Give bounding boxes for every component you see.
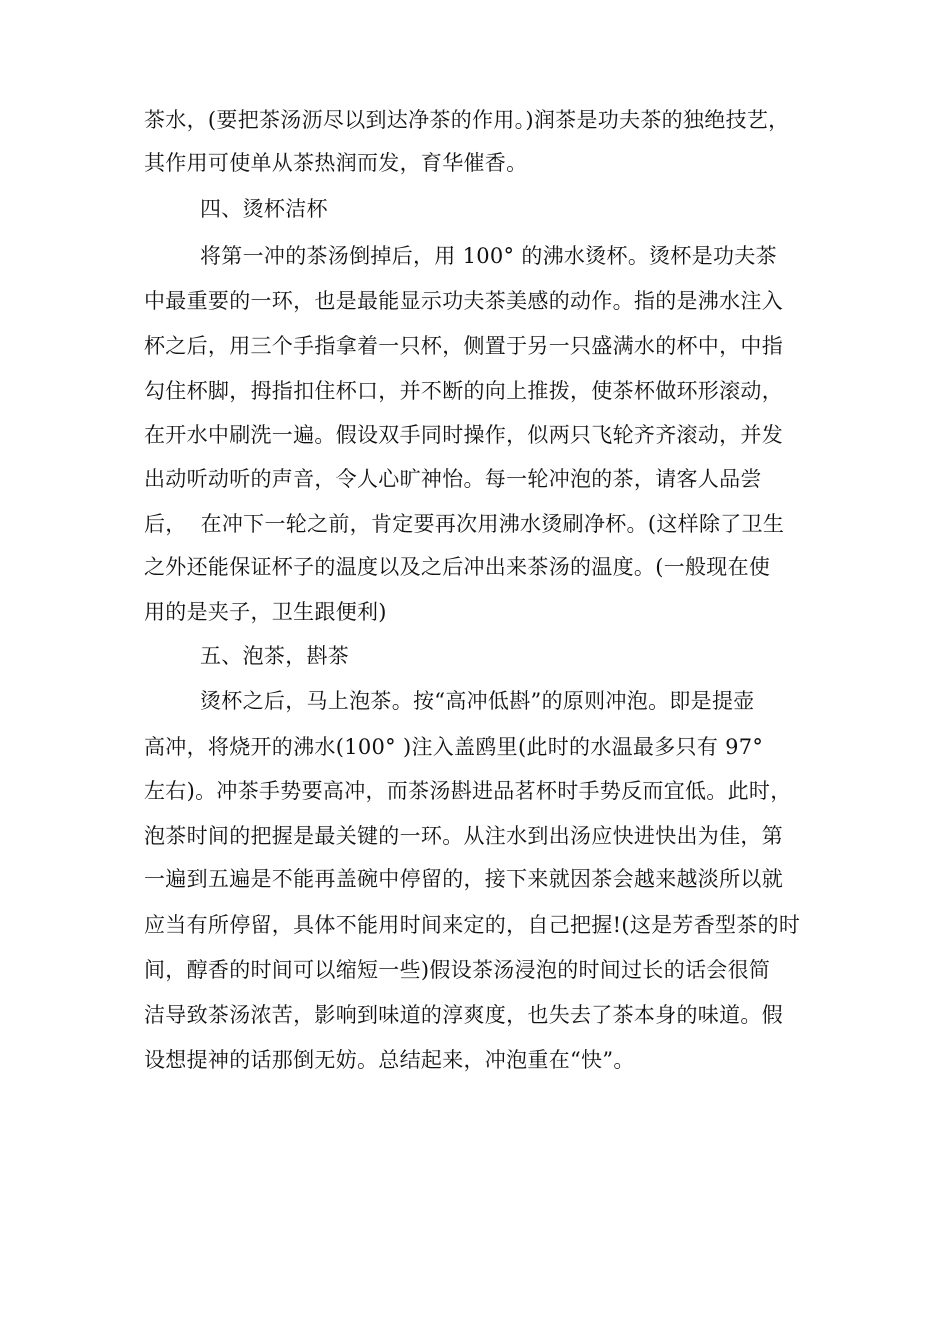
text-line: 一遍到五遍是不能再盖碗中停留的，接下来就因茶会越来越淡所以就 xyxy=(144,867,783,891)
text-line: 后， 在冲下一轮之前，肯定要再次用沸水烫刷净杯。(这样除了卫生 xyxy=(144,512,785,536)
text-line: 中最重要的一环，也是最能显示功夫茶美感的动作。指的是沸水注入 xyxy=(144,289,783,313)
text-line: 设想提神的话那倒无妨。总结起来，冲泡重在“快”。 xyxy=(144,1048,635,1072)
text-line: 左右)。冲茶手势要高冲，而茶汤斟进品茗杯时手势反而宜低。此时， xyxy=(144,779,792,803)
text-line: 间，醇香的时间可以缩短一些)假设茶汤浸泡的时间过长的话会很简 xyxy=(144,958,771,982)
text-line: 洁导致茶汤浓苦，影响到味道的淳爽度，也失去了茶本身的味道。假 xyxy=(144,1003,783,1027)
text-line: 将第一冲的茶汤倒掉后，用 100° 的沸水烫杯。烫杯是功夫茶 xyxy=(200,244,777,268)
text-line: 勾住杯脚，拇指扣住杯口，并不断的向上推拨，使茶杯做环形滚动， xyxy=(144,379,783,403)
text-line: 应当有所停留，具体不能用时间来定的，自己把握!(这是芳香型茶的时 xyxy=(144,913,801,937)
section-heading: 五、泡茶，斟茶 xyxy=(200,644,350,668)
text-line: 茶水，(要把茶汤沥尽以到达净茶的作用。)润茶是功夫茶的独绝技艺， xyxy=(144,108,790,132)
section-heading: 四、烫杯洁杯 xyxy=(200,197,328,221)
text-line: 用的是夹子，卫生跟便利) xyxy=(144,600,387,624)
text-line: 烫杯之后，马上泡茶。按“高冲低斟”的原则冲泡。即是提壶 xyxy=(200,689,755,713)
text-line: 杯之后，用三个手指拿着一只杯，侧置于另一只盛满水的杯中，中指 xyxy=(144,334,783,358)
text-line: 出动听动听的声音，令人心旷神怡。每一轮冲泡的茶，请客人品尝 xyxy=(144,467,762,491)
text-line: 在开水中刷洗一遍。假设双手同时操作，似两只飞轮齐齐滚动，并发 xyxy=(144,423,783,447)
text-line: 泡茶时间的把握是最关键的一环。从注水到出汤应快进快出为佳，第 xyxy=(144,824,783,848)
text-line: 其作用可使单从茶热润而发，育华催香。 xyxy=(144,151,528,175)
text-line: 之外还能保证杯子的温度以及之后冲出来茶汤的温度。(一般现在使 xyxy=(144,555,771,579)
text-line: 高冲，将烧开的沸水(100° )注入盖鸥里(此时的水温最多只有 97° xyxy=(144,735,764,759)
